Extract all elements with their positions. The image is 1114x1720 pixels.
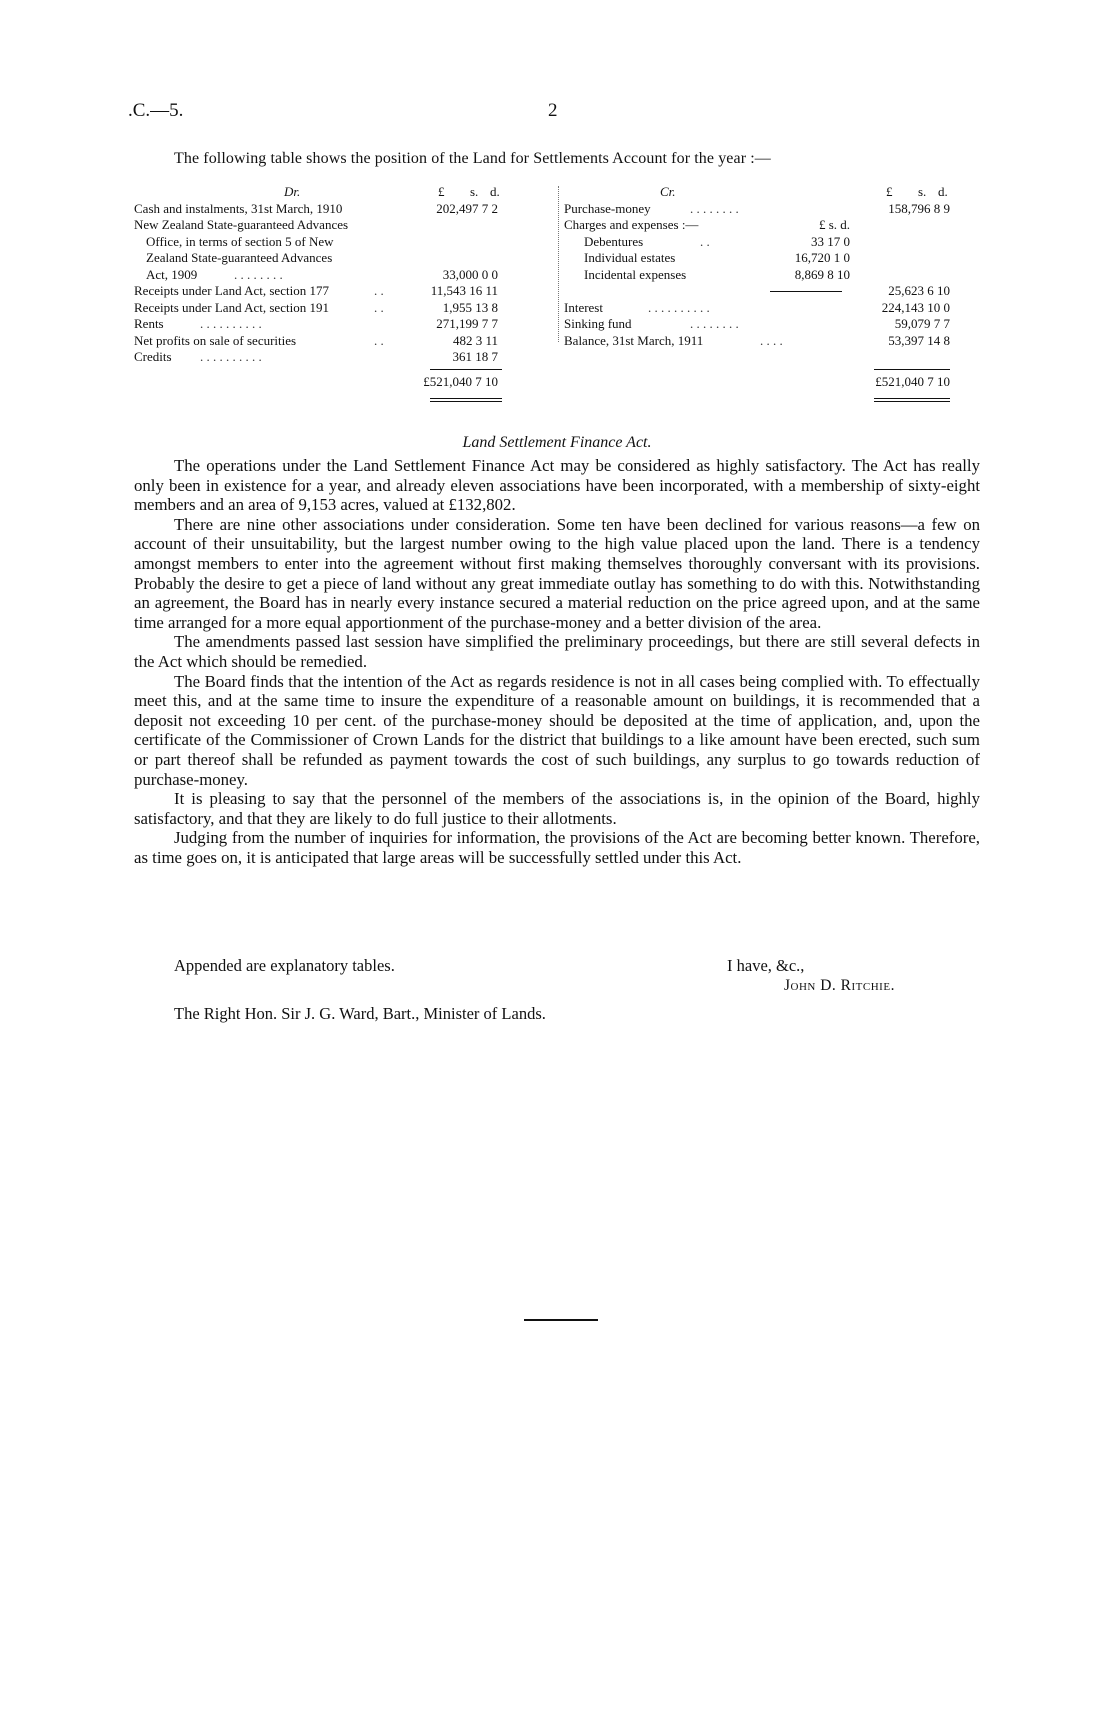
pence-col: d. — [938, 184, 948, 199]
cr-row — [564, 283, 980, 300]
row-amount: 33 17 0 — [811, 233, 850, 249]
page-number: 2 — [548, 100, 558, 121]
paragraph: The amendments passed last session have simplified the preliminary proceedings, but there are still several defects in the Act which should be remedied. — [134, 632, 980, 671]
row-amount: 271,199 7 7 — [436, 316, 498, 331]
shillings-col: s. — [918, 184, 927, 199]
pounds-col: £ — [886, 184, 893, 199]
credit-total: £521,040 7 10 — [875, 374, 950, 389]
pounds-col: £ — [438, 184, 445, 199]
dr-row-cont — [134, 267, 548, 284]
dr-row-cont — [134, 250, 548, 267]
header-reference: .C.—5. — [128, 100, 184, 121]
credit-side — [564, 184, 980, 389]
row-label: Sinking fund — [564, 316, 632, 331]
leader-dots: . . . . . . . . — [690, 316, 739, 331]
leader-dots: . . — [374, 332, 384, 348]
report-body — [134, 456, 980, 867]
dr-row — [134, 217, 548, 234]
addressee: The Right Hon. Sir J. G. Ward, Bart., Minister of Lands. — [174, 1004, 546, 1023]
row-label: Office, in terms of section 5 of New — [146, 233, 334, 249]
subtotal-rule — [770, 291, 842, 292]
appended-note: Appended are explanatory tables. — [174, 956, 395, 975]
cr-row — [564, 333, 980, 350]
dr-row — [134, 300, 548, 317]
paragraph: The operations under the Land Settlement Finance Act may be considered as highly satisfactory. The Act has really only been in existence for a year, and already eleven associations have been incorporated, with a membership of sixty-eight members and an area of 9,153 acres, valued at £132,802. — [134, 456, 980, 515]
credit-header — [564, 184, 980, 201]
row-amount: 482 3 11 — [452, 332, 498, 348]
row-label: New Zealand State-guaranteed Advances — [134, 217, 349, 232]
row-label: Zealand State-guaranteed Advances — [146, 250, 333, 265]
cr-row — [564, 300, 980, 317]
cr-subrow — [564, 250, 980, 267]
cr-row — [564, 316, 980, 333]
dr-row — [134, 201, 548, 218]
row-amount: 16,720 1 0 — [794, 250, 850, 265]
row-amount: 25,623 6 10 — [888, 283, 950, 298]
leader-dots: . . . . . . . . . . — [200, 316, 262, 331]
subtotal-rule — [430, 369, 502, 370]
row-label: Receipts under Land Act, section 191 — [134, 299, 329, 315]
dr-row — [134, 316, 548, 333]
row-label: Charges and expenses :— — [564, 217, 699, 232]
row-label: Interest — [564, 299, 603, 315]
row-label: Purchase-money — [564, 200, 651, 216]
dr-row — [134, 283, 548, 300]
paragraph: It is pleasing to say that the personnel of the members of the associations is, in the opinion of the Board, highly satisfactory, and that they are likely to do full justice to their allotments. — [134, 789, 980, 828]
row-amount: 8,869 8 10 — [794, 266, 850, 282]
leader-dots: . . . . . . . . . . — [648, 299, 710, 315]
row-amount: 158,796 8 9 — [888, 200, 950, 216]
subtotal-rule — [874, 369, 950, 370]
leader-dots: . . . . . . . . . . — [200, 349, 262, 364]
row-amount: 361 18 7 — [452, 349, 498, 364]
leader-dots: . . . . . . . . — [234, 266, 283, 282]
end-rule — [524, 1319, 598, 1321]
row-amount: 224,143 10 0 — [881, 299, 950, 315]
row-amount: 202,497 7 2 — [436, 200, 498, 216]
cr-subrow — [564, 234, 980, 251]
column-divider — [558, 186, 559, 342]
row-label: Act, 1909 — [146, 266, 198, 282]
row-amount: 33,000 0 0 — [442, 266, 498, 282]
row-amount: 11,543 16 11 — [430, 283, 498, 298]
row-label: Credits — [134, 349, 172, 364]
row-label: Receipts under Land Act, section 177 — [134, 283, 329, 298]
row-label: Rents — [134, 316, 164, 331]
row-amount: 53,397 14 8 — [888, 332, 950, 348]
debit-total: £521,040 7 10 — [423, 374, 498, 389]
leader-dots: . . — [374, 283, 384, 298]
credit-label: Cr. — [660, 184, 676, 199]
section-title: Land Settlement Finance Act. — [462, 434, 652, 451]
signature: John D. Ritchie. — [784, 977, 895, 994]
total-rule — [430, 401, 502, 402]
paragraph: There are nine other associations under consideration. Some ten have been declined for various reasons—a few on account of their unsuitability, but the largest number owing to the high value placed upon the land. There is a tendency amongst members to enter into the agreement without first making themselves thoroughly conversant with its provisions. Probably the desire to get a piece of land without any great immediate outlay has something to do with this. Notwithstanding an agreement, the Board has in nearly every instance secured a material reduction on the price agreed upon, and at the same time arranged for a more equal apportionment of the purchase-money and a better division of the area. — [134, 514, 980, 632]
row-amount: 59,079 7 7 — [894, 316, 950, 331]
dr-row-cont — [134, 234, 548, 251]
shillings-col: s. — [470, 184, 479, 199]
debit-label: Dr. — [284, 184, 301, 199]
cr-subrow — [564, 267, 980, 284]
total-rule — [874, 398, 950, 399]
leader-dots: . . — [700, 233, 710, 249]
cr-row — [564, 217, 980, 234]
leader-dots: . . . . — [760, 332, 783, 348]
paragraph: Judging from the number of inquiries for information, the provisions of the Act are becoming better known. Therefore, as time goes on, it is anticipated that large areas will be successfully settled under this Act. — [134, 828, 980, 867]
row-label: Cash and instalments, 31st March, 1910 — [134, 200, 343, 216]
cr-row — [564, 201, 980, 218]
table-intro: The following table shows the position of the Land for Settlements Account for the year :— — [174, 150, 771, 167]
row-label: Debentures — [584, 233, 644, 249]
row-amount: 1,955 13 8 — [442, 299, 498, 315]
sub-column-header: £ s. d. — [818, 217, 850, 232]
total-rule — [430, 398, 502, 399]
dr-row — [134, 333, 548, 350]
total-rule — [874, 401, 950, 402]
closing-salutation: I have, &c., — [727, 956, 805, 975]
paragraph: The Board finds that the intention of the Act as regards residence is not in all cases being complied with. To effectually meet this, and at the same time to insure the expenditure of a reasonable amount on buildings, it is recommended that a deposit not exceeding 10 per cent. of the purchase-money should be deposited at the time of application, and, upon the certificate of the Commissioner of Crown Lands for the district that buildings to a like amount have been erected, such sum or part thereof shall be refunded as payment towards the cost of such buildings, any surplus to go towards reduction of purchase-money. — [134, 671, 980, 789]
row-label: Individual estates — [584, 250, 676, 265]
pence-col: d. — [490, 184, 500, 199]
row-label: Net profits on sale of securities — [134, 332, 297, 348]
row-label: Balance, 31st March, 1911 — [564, 332, 704, 348]
leader-dots: . . . . . . . . — [690, 200, 739, 216]
debit-side — [134, 184, 548, 389]
dr-row — [134, 349, 548, 366]
debit-header — [134, 184, 548, 201]
leader-dots: . . — [374, 299, 384, 315]
row-label: Incidental expenses — [584, 266, 687, 282]
